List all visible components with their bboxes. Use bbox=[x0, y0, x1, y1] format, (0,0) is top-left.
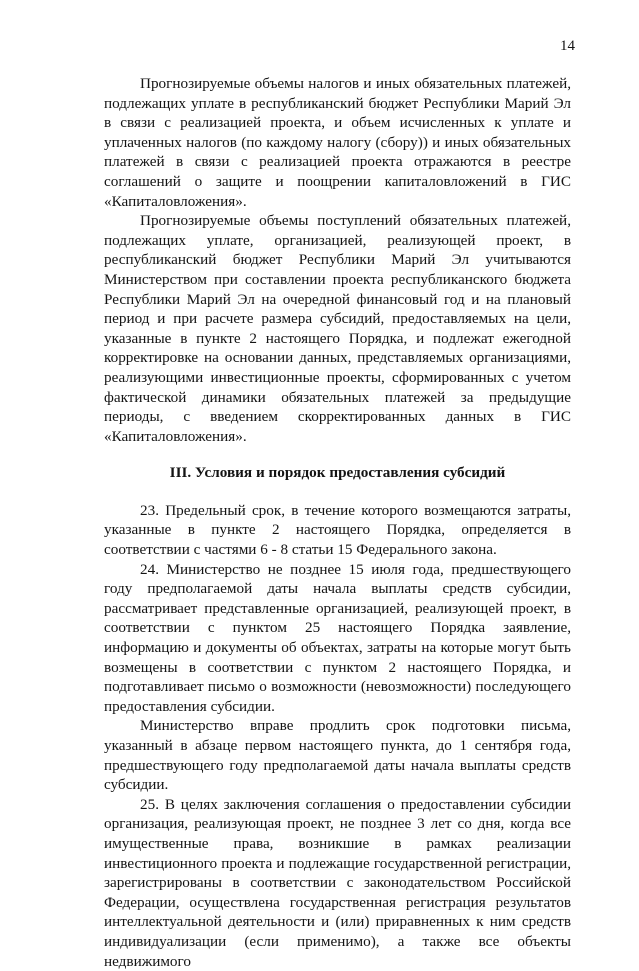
page-number: 14 bbox=[560, 38, 575, 54]
paragraph: 24. Министерство не позднее 15 июля года, предшествующего году предполагаемой даты начала выплаты средств субсидии, рассматривает представленные организацией, реализующей проект, в соответствии с пунктом 25 настоящего Порядка заявление, информацию и документы об объектах, затраты на которые могут быть возмещены в соответствии с пунктом 2 настоящего Порядка, и подготавливает письмо о возможности (невозможности) последующего предоставления субсидии. bbox=[104, 560, 571, 715]
section-heading: III. Условия и порядок предоставления субсидий bbox=[169, 464, 506, 482]
intro-paragraphs bbox=[104, 74, 571, 446]
section-paragraphs bbox=[104, 501, 571, 971]
paragraph: 23. Предельный срок, в течение которого возмещаются затраты, указанные в пункте 2 настоящего Порядка, определяется в соответствии с частями 6 - 8 статьи 15 Федерального закона. bbox=[104, 501, 571, 559]
paragraph: Прогнозируемые объемы налогов и иных обязательных платежей, подлежащих уплате в республиканский бюджет Республики Марий Эл в связи с реализацией проекта, и объем исчисленных к уплате и уплаченных налогов (по каждому налогу (сбору)) и иных обязательных платежей в связи с реализацией проекта отражаются в реестре соглашений о защите и поощрении капиталовложений в ГИС «Капиталовложения». bbox=[104, 75, 571, 210]
paragraph: Министерство вправе продлить срок подготовки письма, указанный в абзаце первом настоящего пункта, до 1 сентября года, предшествующего году предполагаемой даты начала выплаты средств субсидии. bbox=[104, 717, 571, 794]
paragraph: 25. В целях заключения соглашения о предоставлении субсидии организация, реализующая проект, не позднее 3 лет со дня, когда все имущественные права, возникшие в рамках реализации инвестиционного проекта и подлежащие государственной регистрации, зарегистрированы в соответствии с законодательством Российской Федерации, осуществлена государственная регистрация результатов интеллектуальной деятельности и (или) приравненных к ним средств индивидуализации (если применимо), а также все объекты недвижимого bbox=[104, 795, 571, 970]
paragraph: Прогнозируемые объемы поступлений обязательных платежей, подлежащих уплате, организацией, реализующей проект, в республиканский бюджет Республики Марий Эл учитываются Министерством при составлении проекта республиканского бюджета Республики Марий Эл на очередной финансовый год и на плановый период и при расчете размера субсидий, предоставляемых на цели, указанные в пункте 2 настоящего Порядка, и подлежат ежегодной корректировке на основании данных, представляемых организациями, реализующими инвестиционные проекты, сформированных с учетом фактической динамики обязательных платежей за предыдущие периоды, с введением скорректированных данных в ГИС «Капиталовложения». bbox=[104, 212, 571, 445]
